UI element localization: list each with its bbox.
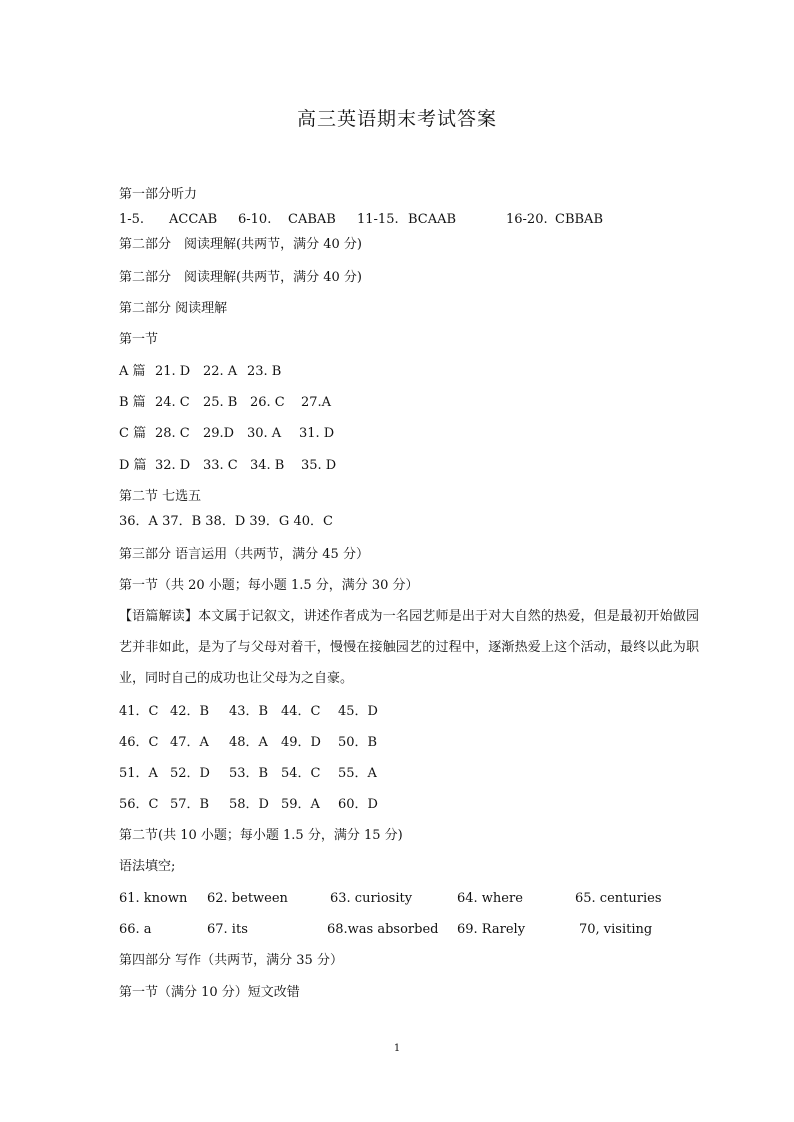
- answer: 26. C: [250, 395, 285, 410]
- listening-range-2: 6-10.: [238, 212, 272, 227]
- answer: 29.D: [203, 426, 235, 441]
- answer: 68.was absorbed: [327, 922, 439, 937]
- answer: 66. a: [119, 922, 152, 937]
- answer: 27.A: [301, 395, 332, 410]
- answer: 23. B: [247, 364, 282, 379]
- answer: 30. A: [247, 426, 282, 441]
- answer: 57．B: [170, 797, 210, 812]
- part4-section1: 第一节（满分 10 分）短文改错: [119, 985, 300, 1000]
- answer: 21. D: [155, 364, 191, 379]
- answer: 31. D: [299, 426, 335, 441]
- page-title: 高三英语期末考试答案: [296, 108, 497, 130]
- answer: 60．D: [338, 797, 378, 812]
- grammar-label: 语法填空;: [119, 859, 176, 874]
- passage-label: B 篇: [119, 395, 146, 410]
- listening-key-4: CBBAB: [555, 212, 603, 227]
- listening-range-4: 16-20.: [506, 212, 548, 227]
- reading-note: 【语篇解读】本文属于记叙文，讲述作者成为一名园艺师是出于对大自然的热爱，但是最初开始做园艺并非如此，是为了与父母对着干，慢慢在接触园艺的过程中，逐渐热爱上这个活动，最终以此为职业，同时自己的成功也让父母为之自豪。: [119, 609, 699, 686]
- part3-section1: 第一节（共 20 小题；每小题 1.5 分，满分 30 分）: [119, 578, 419, 593]
- passage-label: C 篇: [119, 426, 147, 441]
- answer: 33. C: [203, 458, 238, 473]
- answer: 24. C: [155, 395, 190, 410]
- answer: 41．C: [119, 704, 159, 719]
- answer: 35. D: [301, 458, 337, 473]
- answer: 58．D: [229, 797, 269, 812]
- answer: 28. C: [155, 426, 190, 441]
- answer: 64. where: [457, 891, 523, 906]
- answer: 51．A: [119, 766, 158, 781]
- listening-range-1: 1-5.: [119, 212, 145, 227]
- listening-key-2: CABAB: [288, 212, 336, 227]
- part2-heading-a: 第二部分 阅读理解(共两节，满分 40 分): [119, 237, 362, 252]
- answer: 52．D: [170, 766, 210, 781]
- listening-key-3: BCAAB: [408, 212, 457, 227]
- answer: 32. D: [155, 458, 191, 473]
- part3-section2: 第二节(共 10 小题；每小题 1.5 分，满分 15 分): [119, 828, 403, 843]
- part4-heading: 第四部分 写作（共两节，满分 35 分）: [119, 953, 343, 968]
- seven-choose-five-answers: 36．A 37．B 38．D 39．G 40．C: [119, 514, 333, 529]
- answer: 34. B: [250, 458, 285, 473]
- part2-heading-b: 第二部分 阅读理解(共两节，满分 40 分): [119, 270, 362, 285]
- answer: 47．A: [170, 735, 209, 750]
- answer: 61. known: [119, 891, 188, 906]
- listening-key-1: ACCAB: [169, 212, 218, 227]
- answer: 44．C: [281, 704, 321, 719]
- answer: 25. B: [203, 395, 238, 410]
- answer: 54．C: [281, 766, 321, 781]
- answer: 56．C: [119, 797, 159, 812]
- answer: 53．B: [229, 766, 269, 781]
- page-number: 1: [393, 1043, 401, 1054]
- answer: 48．A: [229, 735, 268, 750]
- answer: 65. centuries: [575, 891, 662, 906]
- answer: 42．B: [170, 704, 210, 719]
- part2-section1: 第一节: [119, 332, 159, 347]
- part1-heading: 第一部分听力: [119, 187, 198, 202]
- answer: 69. Rarely: [457, 922, 526, 937]
- answer: 63. curiosity: [330, 891, 413, 906]
- answer: 46．C: [119, 735, 159, 750]
- part3-heading: 第三部分 语言运用（共两节，满分 45 分）: [119, 547, 369, 562]
- answer: 67. its: [207, 922, 248, 937]
- answer: 62. between: [207, 891, 288, 906]
- answer: 59．A: [281, 797, 320, 812]
- answer: 50．B: [338, 735, 378, 750]
- passage-label: A 篇: [119, 364, 146, 379]
- passage-label: D 篇: [119, 458, 147, 473]
- answer: 70, visiting: [579, 922, 653, 937]
- answer: 22. A: [203, 364, 238, 379]
- answer: 49．D: [281, 735, 321, 750]
- listening-range-3: 11-15.: [357, 212, 399, 227]
- answer: 55．A: [338, 766, 377, 781]
- answer: 43．B: [229, 704, 269, 719]
- answer: 45．D: [338, 704, 378, 719]
- part2-heading-c: 第二部分 阅读理解: [119, 301, 228, 316]
- part2-section2: 第二节 七选五: [119, 489, 202, 504]
